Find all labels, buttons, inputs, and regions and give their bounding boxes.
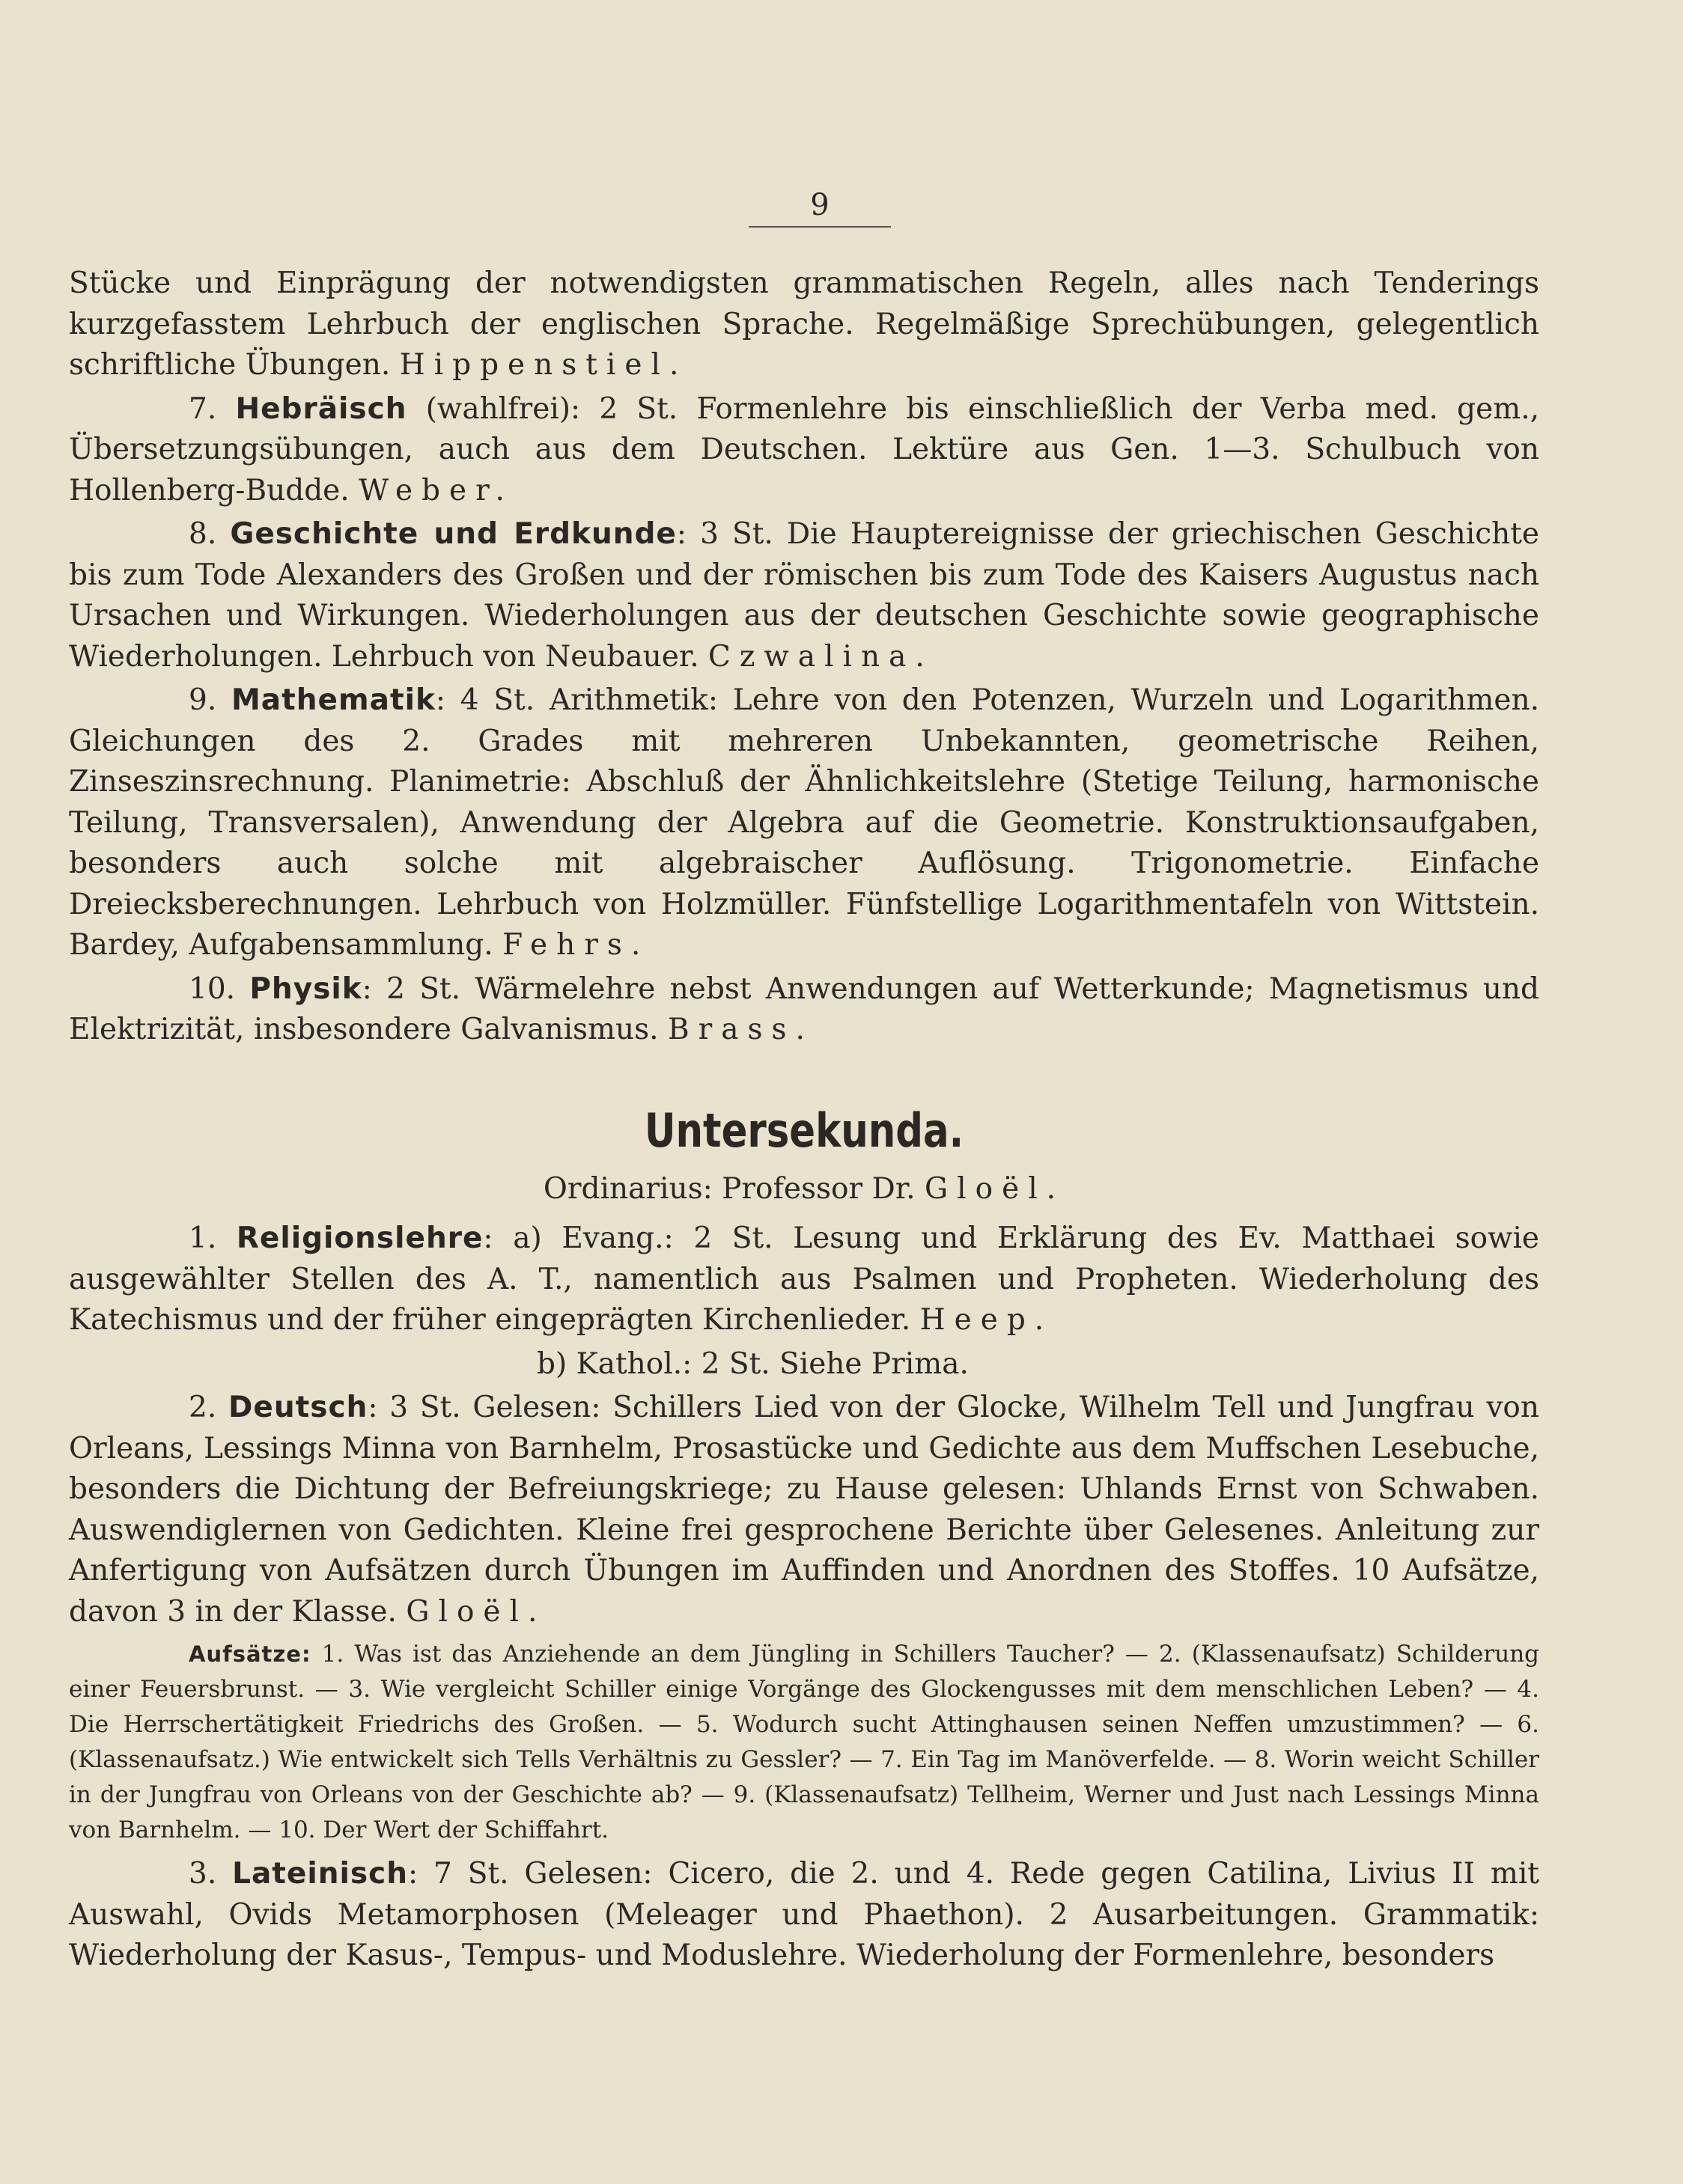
- paragraph-text: : 3 St. Gelesen: Schillers Lied von der Glocke, Wilhelm Tell und Jungfrau von Orleans, Lessings Minna von Barnhelm, Prosastücke und Gedichte aus dem Muffschen Lesebuche, besonders die Dichtung der Befreiungskriege; zu Hause gelesen: Uhlands Ernst von Schwaben. Auswendiglernen von Gedichten. Kleine frei gesprochene Berichte über Gelesenes. Anleitung zur Anfertigung von Aufsätzen durch Übungen im Auffinden und Anordnen des Stoffes. 10 Aufsätze, davon 3 in der Klasse.: [69, 1391, 1539, 1629]
- paragraph-religionslehre: [69, 1218, 1539, 1341]
- paragraph-lateinisch: [69, 1854, 1539, 1977]
- teacher-name: Hippenstiel.: [399, 348, 688, 382]
- aufsaetze-label: Aufsätze:: [189, 1641, 311, 1667]
- paragraph-text: : 2 St. Wärmelehre nebst Anwendungen auf Wetterkunde; Magnetismus und Elektrizität, insbesondere Galvanismus.: [69, 971, 1539, 1046]
- subject-name: Religionslehre: [236, 1221, 484, 1255]
- paragraph-text: (wahlfrei): 2 St. Formenlehre bis einschließlich der Verba med. gem., Übersetzungsübungen, auch aus dem Deutschen. Lektüre aus Gen. 1—3. Schulbuch von Hollenberg-Budde.: [69, 391, 1539, 507]
- aufsaetze-text: 1. Was ist das Anziehende an dem Jüngling in Schillers Taucher? — 2. (Klassenaufsatz) Schilderung einer Feuersbrunst. — 3. Wie vergleicht Schiller einige Vorgänge des Glockengusses mit dem menschlichen Leben? — 4. Die Herrschertätigkeit Friedrichs des Großen. — 5. Wodurch sucht Attinghausen seinen Neffen umzustimmen? — 6. (Klassenaufsatz.) Wie entwickelt sich Tells Verhältnis zu Gessler? — 7. Ein Tag im Manöverfelde. — 8. Worin weicht Schiller in der Jungfrau von Orleans von der Geschichte ab? — 9. (Klassenaufsatz) Tellheim, Werner und Just nach Lessings Minna von Barnhelm. — 10. Der Wert der Schiffahrt.: [69, 1641, 1539, 1843]
- item-number: 9.: [189, 683, 217, 717]
- teacher-name: Czwalina.: [708, 639, 934, 674]
- ordinarius-line: [69, 1169, 1539, 1210]
- ordinarius-name: Gloël.: [925, 1171, 1065, 1206]
- paragraph-mathematik: [69, 680, 1539, 966]
- section-heading: Untersekunda.: [644, 1102, 964, 1158]
- paragraph-text: Stücke und Einprägung der notwendigsten grammatischen Regeln, alles nach Tenderings kurzgefasstem Lehrbuch der englischen Sprache. Regelmäßige Sprechübungen, gelegentlich schriftliche Übungen.: [69, 266, 1539, 382]
- item-number: 7.: [189, 391, 217, 426]
- paragraph-hebraeisch: [69, 389, 1539, 512]
- paragraph-geschichte: [69, 514, 1539, 677]
- item-number: 1.: [189, 1221, 217, 1255]
- paragraph-text: : a) Evang.: 2 St. Lesung und Erklärung des Ev. Matthaei sowie ausgewählter Stellen des A. T., namentlich aus Psalmen und Propheten. Wiederholung des Katechismus und der früher eingeprägten Kirchenlieder.: [69, 1221, 1539, 1337]
- subject-name: Deutsch: [228, 1391, 368, 1424]
- item-number: 2.: [189, 1391, 217, 1424]
- aufsaetze-list: [69, 1637, 1539, 1848]
- teacher-name: Heep.: [919, 1303, 1053, 1337]
- subject-name: Geschichte und Erdkunde: [230, 517, 677, 551]
- item-number: 8.: [189, 517, 217, 551]
- subject-name: Mathematik: [231, 683, 436, 717]
- teacher-name: Fehrs.: [502, 928, 650, 962]
- item-number: 3.: [189, 1857, 217, 1891]
- teacher-name: Weber.: [359, 473, 514, 507]
- subject-name: Lateinisch: [232, 1857, 408, 1891]
- teacher-name: Brass.: [667, 1013, 814, 1046]
- paragraph-english-continued: [69, 263, 1539, 386]
- paragraph-physik: [69, 969, 1539, 1051]
- item-number: 10.: [189, 971, 236, 1006]
- ordinarius-label: Ordinarius: Professor Dr.: [543, 1171, 916, 1206]
- subject-name: Physik: [249, 971, 362, 1006]
- paragraph-deutsch: [69, 1388, 1539, 1632]
- teacher-name: Gloël.: [406, 1594, 547, 1629]
- page-body: [69, 263, 1539, 1977]
- page-number: 9: [749, 187, 891, 228]
- paragraph-katholisch: b) Kathol.: 2 St. Siehe Prima.: [537, 1346, 969, 1381]
- paragraph-text: : 7 St. Gelesen: Cicero, die 2. und 4. Rede gegen Catilina, Livius II mit Auswahl, Ovids Metamorphosen (Meleager und Phaethon). 2 Ausarbeitungen. Grammatik: Wiederholung der Kasus-, Tempus- und Moduslehre. Wiederholung der Formenlehre, besonders: [69, 1857, 1539, 1972]
- paragraph-text: : 4 St. Arithmetik: Lehre von den Potenzen, Wurzeln und Logarithmen. Gleichungen des 2. Grades mit mehreren Unbekannten, geometrische Reihen, Zinseszinsrechnung. Planimetrie: Abschluß der Ähnlichkeitslehre (Stetige Teilung, harmonische Teilung, Transversalen), Anwendung der Algebra auf die Geometrie. Konstruktionsaufgaben, besonders auch solche mit algebraischer Auflösung. Trigonometrie. Einfache Dreiecksberechnungen. Lehrbuch von Holzmüller. Fünfstellige Logarithmentafeln von Wittstein. Bardey, Aufgabensammlung.: [69, 683, 1539, 962]
- subject-name: Hebräisch: [235, 391, 407, 426]
- paragraph-text: : 3 St. Die Hauptereignisse der griechischen Geschichte bis zum Tode Alexanders des Großen und der römischen bis zum Tode des Kaisers Augustus nach Ursachen und Wirkungen. Wiederholungen aus der deutschen Geschichte sowie geographische Wiederholungen. Lehrbuch von Neubauer.: [69, 517, 1539, 674]
